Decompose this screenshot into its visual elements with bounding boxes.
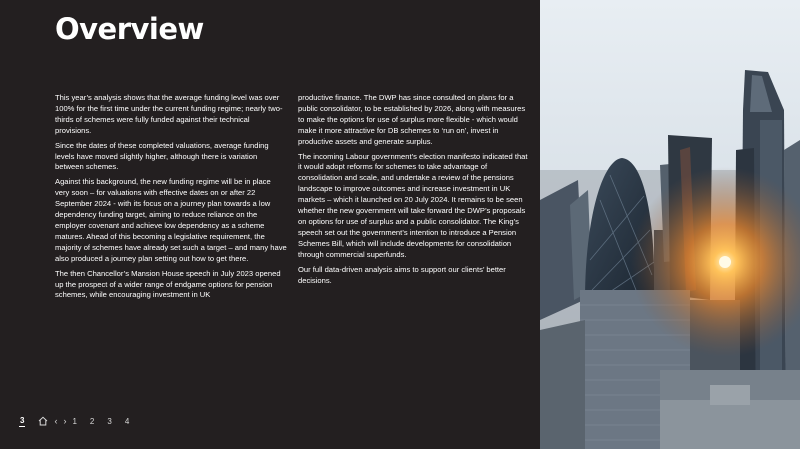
page-link-1[interactable]: 1	[72, 416, 77, 426]
paragraph: Against this background, the new funding regime will be in place very soon – for valuations with effective dates on or after 22 September 2024 - with its focus on a journey plan towards a low dependency funding target, aiming to reduce reliance on the employer covenant and achieve low dependency as a scheme matures. Ahead of this becoming a legislative requirement, the majority of schemes have already set such a target – and many have also produced a journey plan setting out how to get there.	[55, 177, 287, 263]
paragraph: The then Chancellor’s Mansion House speech in July 2023 opened up the prospect of a wider range of endgame options for pension schemes, while encouraging investment in UK	[55, 268, 281, 300]
home-icon[interactable]	[38, 416, 48, 426]
page-link-4[interactable]: 4	[124, 416, 130, 426]
page-navigation	[19, 414, 142, 428]
paragraph: The incoming Labour government’s election manifesto indicated that it would adopt reforms for schemes to take advantage of consolidation and scale, and undertake a review of the pensions landscape to improve outcomes and increase investment in UK markets – which it launched on 20 July 2024. It remains to be seen whether the new government will take forward the DWP’s proposals on options for use of surplus and a public consolidator. The King’s speech set out the government’s intention to introduce a Pension Schemes Bill, which will include developments for consolidation through commercial superfunds.	[298, 151, 528, 259]
page-link-2[interactable]: 2	[89, 416, 95, 426]
next-page-button[interactable]: ›	[63, 416, 67, 426]
sun	[719, 256, 731, 268]
paragraph: Since the dates of these completed valuations, average funding levels have moved slightly higher, although there is variation between schemes.	[55, 140, 269, 172]
previous-page-button[interactable]: ‹	[54, 416, 58, 426]
page-title: Overview	[55, 12, 204, 46]
current-page-number: 3	[20, 415, 25, 425]
paragraph: Our full data-driven analysis aims to support our clients’ better decisions.	[298, 264, 506, 285]
paragraph: This year’s analysis shows that the average funding level was over 100% for the first time under the current funding regime; nearly two-thirds of schemes were fully funded against their technical provisions.	[55, 93, 283, 135]
city-skyline-photo	[540, 0, 800, 449]
paragraph: productive finance. The DWP has since consulted on plans for a public consolidator, to be established by 2026, along with measures to make the options for use of surplus more flexible - which would make it more attractive for DB schemes to ‘run on’, invest in productive assets and generate surplus.	[298, 93, 526, 146]
page-link-3[interactable]: 3	[107, 416, 112, 426]
right-column	[298, 93, 528, 290]
left-column	[55, 93, 287, 305]
sun-glow	[540, 0, 800, 449]
